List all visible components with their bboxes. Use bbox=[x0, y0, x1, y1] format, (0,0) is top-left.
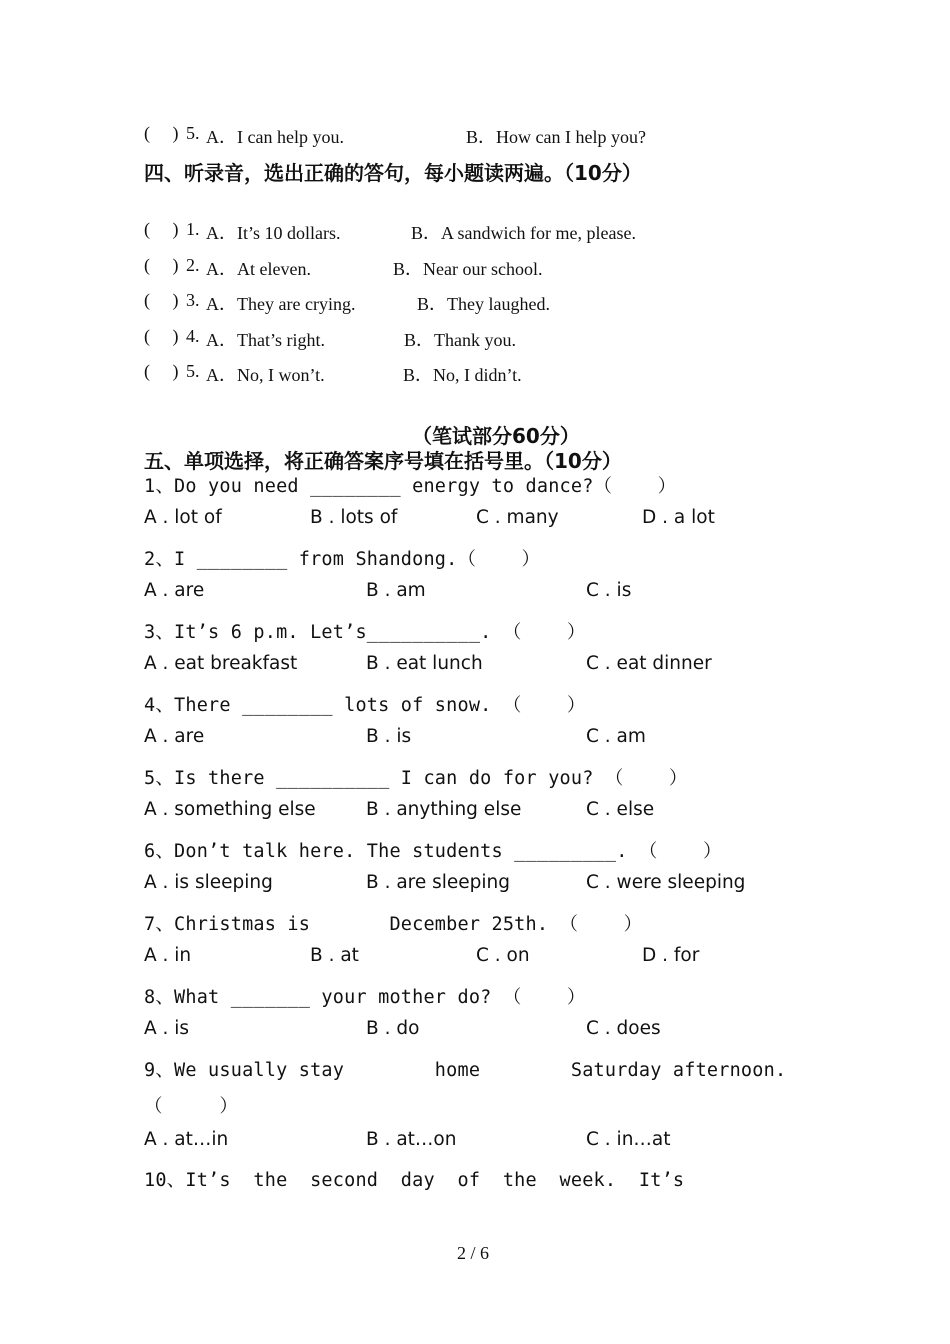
s4-q4-paren: ( ) bbox=[144, 326, 179, 346]
s5-q8-option-c: C . does bbox=[586, 1018, 661, 1039]
s5-q9-option-b: B . at…on bbox=[366, 1129, 457, 1150]
s5-q5-option-a: A . something else bbox=[144, 799, 316, 820]
s5-q7-option-a: A . in bbox=[144, 945, 192, 966]
s5-q4-option-c: C . am bbox=[586, 726, 646, 747]
s5-q2-stem: 2、I ________ from Shandong.（ ） bbox=[144, 549, 541, 570]
s5-q9-option-c: C . in…at bbox=[586, 1129, 671, 1150]
s4-q3-paren: ( ) bbox=[144, 290, 179, 310]
s5-q7-option-c: C . on bbox=[476, 945, 530, 966]
s5-q2-option-b: B . am bbox=[366, 580, 426, 601]
s5-q8-option-b: B . do bbox=[366, 1018, 420, 1039]
s4-q3-option-b: B．They laughed. bbox=[417, 294, 550, 314]
s5-q4-option-b: B . is bbox=[366, 726, 412, 747]
s5-q6-option-c: C . were sleeping bbox=[586, 872, 746, 893]
section-5-title: 五、单项选择，将正确答案序号填在括号里。（10分） bbox=[144, 449, 622, 473]
s5-q3-stem: 3、It’s 6 p.m. Let’s__________. （ ） bbox=[144, 622, 586, 643]
s4-q4-number: 4. bbox=[186, 326, 200, 346]
s5-q4-option-a: A . are bbox=[144, 726, 205, 747]
s5-q4-stem: 4、There ________ lots of snow. （ ） bbox=[144, 695, 586, 716]
s4-q5-paren: ( ) bbox=[144, 361, 179, 381]
s4-q4-option-b: B．Thank you. bbox=[404, 330, 516, 350]
s5-q6-option-b: B . are sleeping bbox=[366, 872, 511, 893]
s5-q3-option-b: B . eat lunch bbox=[366, 653, 483, 674]
s5-q3-option-a: A . eat breakfast bbox=[144, 653, 298, 674]
s5-q1-option-c: C . many bbox=[476, 507, 559, 528]
s5-q9-stem: 9、We usually stay home Saturday afternoon. bbox=[144, 1060, 787, 1081]
section-4-title: 四、听录音，选出正确的答句，每小题读两遍。（10分） bbox=[144, 161, 642, 185]
s4-q2-number: 2. bbox=[186, 255, 200, 275]
listening-q5-option-a: A．I can help you. bbox=[206, 127, 344, 147]
s5-q2-option-a: A . are bbox=[144, 580, 205, 601]
s5-q2-option-c: C . is bbox=[586, 580, 632, 601]
s4-q1-option-a: A．It’s 10 dollars. bbox=[206, 223, 341, 243]
s5-q8-stem: 8、What _______ your mother do? （ ） bbox=[144, 987, 586, 1008]
s4-q5-number: 5. bbox=[186, 361, 200, 381]
s4-q1-paren: ( ) bbox=[144, 219, 179, 239]
s5-q9-option-a: A . at…in bbox=[144, 1129, 229, 1150]
s5-q1-option-a: A . lot of bbox=[144, 507, 222, 528]
s5-q1-option-b: B . lots of bbox=[310, 507, 398, 528]
s4-q5-option-b: B．No, I didn’t. bbox=[403, 365, 522, 385]
listening-q5-option-b: B．How can I help you? bbox=[466, 127, 646, 147]
written-part-title: （笔试部分60分） bbox=[412, 424, 580, 448]
s5-q5-stem: 5、Is there __________ I can do for you? （ ） bbox=[144, 768, 688, 789]
s5-q7-option-d: D . for bbox=[642, 945, 700, 966]
s5-q6-option-a: A . is sleeping bbox=[144, 872, 273, 893]
s4-q3-number: 3. bbox=[186, 290, 200, 310]
page-number: 2 / 6 bbox=[457, 1243, 490, 1263]
s5-q3-option-c: C . eat dinner bbox=[586, 653, 712, 674]
s5-q5-option-b: B . anything else bbox=[366, 799, 522, 820]
s5-q1-option-d: D . a lot bbox=[642, 507, 715, 528]
s4-q5-option-a: A．No, I won’t. bbox=[206, 365, 325, 385]
s4-q1-number: 1. bbox=[186, 219, 200, 239]
s5-q5-option-c: C . else bbox=[586, 799, 655, 820]
listening-q5-number: 5. bbox=[186, 123, 200, 143]
s5-q1-stem: 1、Do you need ________ energy to dance?（ ） bbox=[144, 476, 677, 497]
s4-q4-option-a: A．That’s right. bbox=[206, 330, 325, 350]
s5-q6-stem: 6、Don’t talk here. The students _________. （ ） bbox=[144, 841, 722, 862]
s4-q1-option-b: B．A sandwich for me, please. bbox=[411, 223, 636, 243]
s4-q2-option-b: B．Near our school. bbox=[393, 259, 543, 279]
s4-q2-option-a: A．At eleven. bbox=[206, 259, 311, 279]
s5-q8-option-a: A . is bbox=[144, 1018, 190, 1039]
s4-q3-option-a: A．They are crying. bbox=[206, 294, 356, 314]
s4-q2-paren: ( ) bbox=[144, 255, 179, 275]
s5-q7-option-b: B . at bbox=[310, 945, 359, 966]
s5-q10-stem: 10、It’s the second day of the week. It’s bbox=[144, 1170, 685, 1191]
s5-q7-stem: 7、Christmas is December 25th. （ ） bbox=[144, 914, 643, 935]
s5-q9-answer-paren: （ ） bbox=[144, 1096, 239, 1117]
listening-q5-paren: ( ) bbox=[144, 123, 179, 143]
